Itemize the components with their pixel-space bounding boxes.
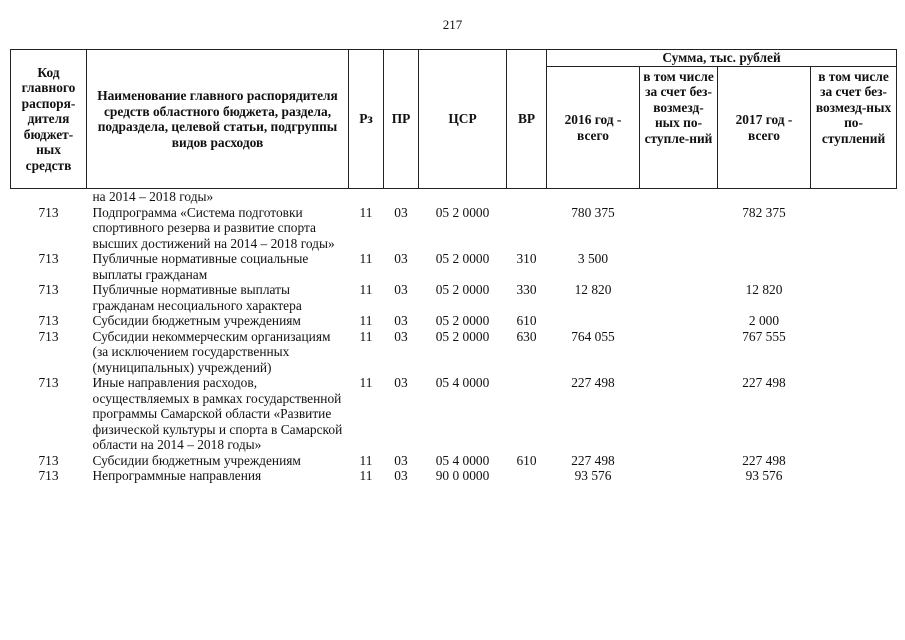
header-name: Наименование главного распорядителя средств областного бюджета, раздела, подраздела, целевой статьи, подгруппы видов расходов bbox=[87, 50, 349, 189]
table-row bbox=[11, 251, 897, 282]
cell-rz: 11 bbox=[359, 375, 373, 390]
cell-csr: 05 4 0000 bbox=[435, 375, 490, 390]
cell-pr: 03 bbox=[394, 452, 408, 468]
cell-name: Публичные нормативные выплаты гражданам несоциального характера bbox=[92, 282, 302, 313]
cell-y2017-free bbox=[811, 329, 897, 376]
header-2017-free: в том числе за счет без-возмезд-ных по-ступлений bbox=[811, 66, 897, 189]
cell-name: Непрограммные направления bbox=[92, 468, 262, 483]
cell-code: 713 bbox=[38, 313, 59, 328]
continuation-text: на 2014 – 2018 годы» bbox=[92, 189, 214, 204]
cell-vr: 610 bbox=[516, 452, 537, 468]
cell-y2016-free bbox=[640, 329, 718, 376]
cell-y2016-free bbox=[640, 205, 718, 252]
cell-code: 713 bbox=[38, 328, 59, 344]
cell-code: 713 bbox=[38, 468, 59, 483]
cell-y2016-free bbox=[640, 313, 718, 329]
cell-rz: 11 bbox=[359, 313, 373, 328]
cell-y2017-free bbox=[811, 313, 897, 329]
cell-vr bbox=[507, 375, 547, 453]
cell-y2016 bbox=[547, 313, 640, 329]
cell-y2016-free bbox=[640, 468, 718, 484]
cell-vr: 630 bbox=[516, 328, 537, 344]
cell-y2017 bbox=[718, 251, 811, 282]
cell-name: Иные направления расходов, осуществляемых в рамках государственной программы Самарской области «Развитие физической культуры и спорта в Самарской области на 2014 – 2018 годы» bbox=[92, 375, 343, 452]
cell-pr: 03 bbox=[394, 313, 408, 328]
cell-y2016: 780 375 bbox=[571, 204, 615, 220]
cell-y2017: 782 375 bbox=[742, 204, 786, 220]
cell-y2016-free bbox=[640, 453, 718, 469]
cell-rz: 11 bbox=[359, 328, 373, 344]
continuation-row bbox=[11, 189, 897, 205]
cell-rz: 11 bbox=[359, 251, 373, 266]
table-row bbox=[11, 313, 897, 329]
cell-y2016: 3 500 bbox=[577, 251, 609, 266]
cell-y2017-free bbox=[811, 468, 897, 484]
cell-y2017-free bbox=[811, 205, 897, 252]
cell-vr: 310 bbox=[516, 251, 537, 266]
cell-pr: 03 bbox=[394, 375, 408, 390]
cell-y2017-free bbox=[811, 375, 897, 453]
cell-pr: 03 bbox=[394, 251, 408, 266]
header-vr: ВР bbox=[507, 50, 547, 189]
cell-csr: 90 0 0000 bbox=[435, 468, 490, 483]
cell-y2017: 227 498 bbox=[742, 375, 786, 390]
cell-name: Публичные нормативные социальные выплаты гражданам bbox=[92, 251, 309, 282]
cell-csr: 05 2 0000 bbox=[435, 313, 490, 328]
cell-csr: 05 2 0000 bbox=[435, 328, 490, 344]
header-2017-total: 2017 год - всего bbox=[718, 66, 811, 189]
header-2016-free: в том числе за счет без-возмезд-ных по-ступле-ний bbox=[640, 66, 718, 189]
page-number: 217 bbox=[442, 17, 463, 32]
budget-table bbox=[10, 49, 897, 484]
cell-csr: 05 4 0000 bbox=[435, 452, 490, 468]
cell-y2016-free bbox=[640, 282, 718, 313]
cell-rz: 11 bbox=[359, 282, 373, 297]
cell-y2017: 227 498 bbox=[742, 452, 786, 468]
cell-y2016: 93 576 bbox=[574, 468, 612, 483]
cell-code: 713 bbox=[38, 375, 59, 390]
cell-y2016: 764 055 bbox=[571, 328, 615, 344]
table-row bbox=[11, 282, 897, 313]
table-row bbox=[11, 205, 897, 252]
cell-csr: 05 2 0000 bbox=[435, 251, 490, 266]
cell-vr: 330 bbox=[516, 282, 537, 297]
table-row bbox=[11, 375, 897, 453]
header-pr: ПР bbox=[384, 50, 419, 189]
cell-vr: 610 bbox=[516, 313, 537, 328]
cell-rz: 11 bbox=[359, 468, 373, 483]
header-csr: ЦСР bbox=[419, 50, 507, 189]
cell-y2016: 227 498 bbox=[571, 375, 615, 390]
cell-y2017: 12 820 bbox=[745, 282, 783, 297]
cell-code: 713 bbox=[38, 282, 59, 297]
cell-y2016: 227 498 bbox=[571, 452, 615, 468]
cell-csr: 05 2 0000 bbox=[435, 282, 490, 297]
table-row bbox=[11, 453, 897, 469]
table-row bbox=[11, 468, 897, 484]
cell-pr: 03 bbox=[394, 468, 408, 483]
cell-y2017-free bbox=[811, 453, 897, 469]
cell-vr bbox=[507, 468, 547, 484]
cell-y2017-free bbox=[811, 251, 897, 282]
cell-pr: 03 bbox=[394, 204, 408, 220]
cell-code: 713 bbox=[38, 452, 59, 468]
cell-name: Субсидии бюджетным учреждениям bbox=[92, 452, 301, 468]
cell-y2016-free bbox=[640, 375, 718, 453]
cell-csr: 05 2 0000 bbox=[435, 204, 490, 220]
table-row bbox=[11, 329, 897, 376]
cell-y2016-free bbox=[640, 251, 718, 282]
cell-rz: 11 bbox=[359, 204, 373, 220]
cell-name: Субсидии некоммерческим организациям (за исключением государственных (муниципальных) учреждений) bbox=[92, 328, 331, 375]
header-sum: Сумма, тыс. рублей bbox=[547, 50, 897, 67]
header-code: Код главного распоря-дителя бюджет-ных средств bbox=[11, 50, 87, 189]
header-rz: Рз bbox=[349, 50, 384, 189]
cell-y2017-free bbox=[811, 282, 897, 313]
cell-name: Субсидии бюджетным учреждениям bbox=[92, 313, 301, 328]
cell-pr: 03 bbox=[394, 282, 408, 297]
cell-rz: 11 bbox=[359, 452, 373, 468]
cell-y2016: 12 820 bbox=[574, 282, 612, 297]
cell-code: 713 bbox=[38, 251, 59, 266]
header-2016-total: 2016 год - всего bbox=[547, 66, 640, 189]
cell-y2017: 93 576 bbox=[745, 468, 783, 483]
cell-name: Подпрограмма «Система подготовки спортивного резерва и развитие спорта высших достижений на 2014 – 2018 годы» bbox=[92, 204, 335, 251]
cell-pr: 03 bbox=[394, 328, 408, 344]
cell-vr bbox=[507, 205, 547, 252]
cell-y2017: 2 000 bbox=[748, 313, 780, 328]
cell-code: 713 bbox=[38, 204, 59, 220]
cell-y2017: 767 555 bbox=[742, 328, 786, 344]
